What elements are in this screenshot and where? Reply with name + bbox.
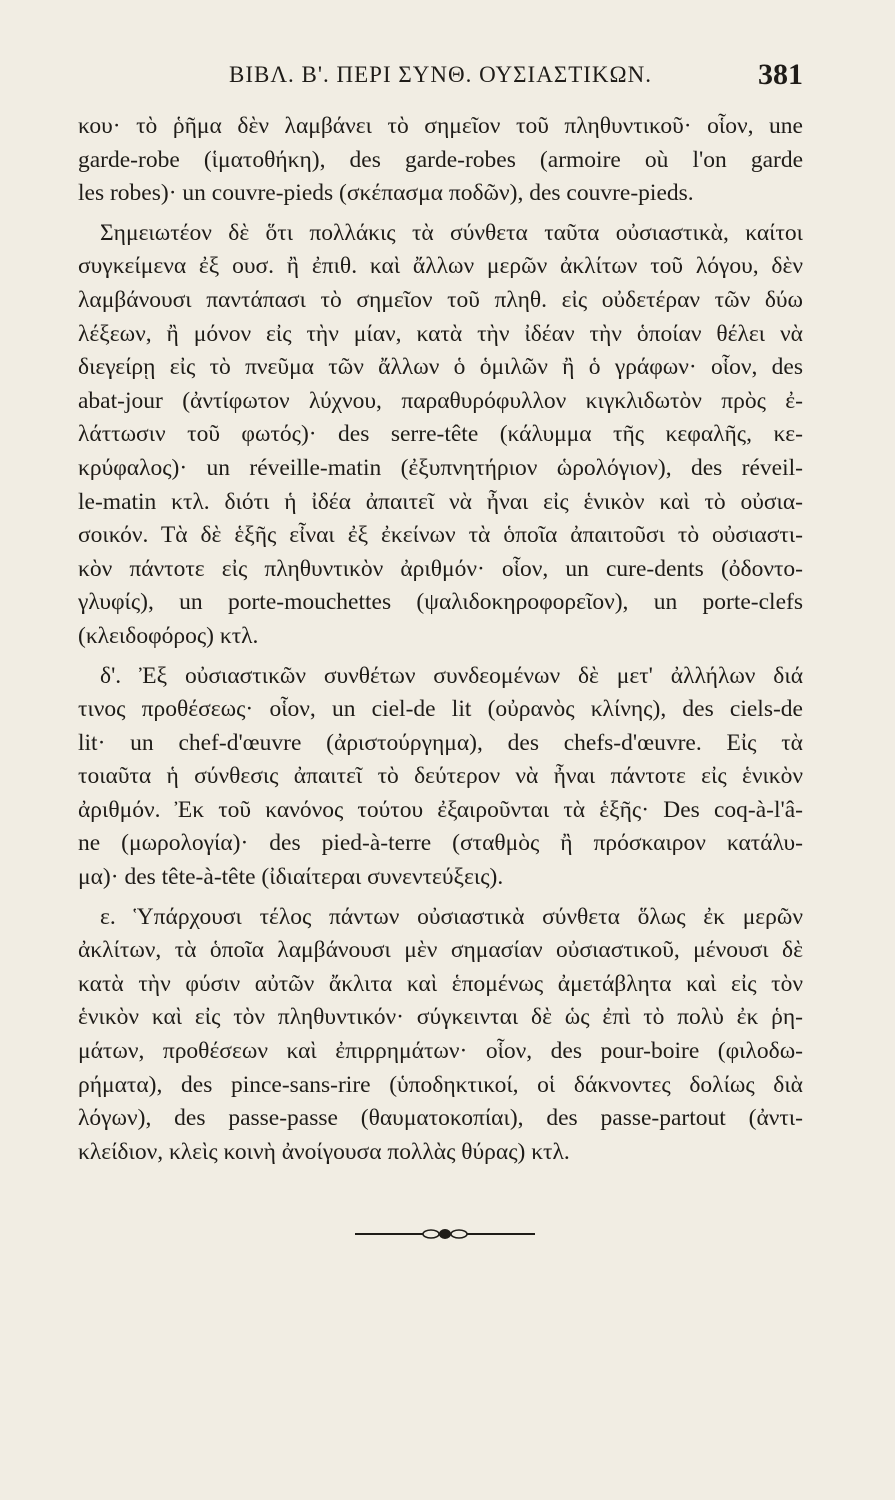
text-line: le-matin κτλ. διότι ἡ ἰδέα ἀπαιτεῖ νὰ ἦναι εἰς ἑνικὸν καὶ τὸ οὐσια-: [78, 488, 803, 515]
text-line: κατὰ τὴν φύσιν αὐτῶν ἄκλιτα καὶ ἑπομένως ἀμετάβλητα καὶ εἰς τὸν: [78, 970, 803, 997]
text-line: abat-jour (ἀντίφωτον λύχνου, παραθυρόφυλλον κιγκλιδωτὸν πρὸς ἐ-: [78, 387, 803, 414]
text-line: συγκείμενα ἐξ ουσ. ἢ ἐπιθ. καὶ ἄλλων μερῶν ἀκλίτων τοῦ λόγου, δὲν: [78, 253, 803, 280]
text-line: δ'. Ἐξ οὐσιαστικῶν συνθέτων συνδεομένων δὲ μετ' ἀλλήλων διά: [100, 662, 803, 689]
text-line: ne (μωρολογία)· des pied-à-terre (σταθμὸς ἢ πρόσκαιρον κατάλυ-: [78, 830, 803, 857]
ornament-rule-icon: [355, 1225, 535, 1243]
text-line: ε. Ὑπάρχουσι τέλος πάντων οὐσιαστικὰ σύνθετα ὅλως ἐκ μερῶν: [100, 903, 803, 930]
paragraph: [78, 901, 803, 1170]
text-line: ρήματα), des pince-sans-rire (ὑποδηκτικοί, οἱ δάκνοντες δολίως διὰ: [78, 1071, 803, 1098]
text-line: γλυφίς), un porte-mouchettes (ψαλιδοκηροφορεῖον), un porte-clefs: [78, 589, 803, 616]
text-line: λαμβάνουσι παντάπασι τὸ σημεῖον τοῦ πληθ. εἰς οὐδετέραν τῶν δύω: [78, 286, 803, 313]
text-line: τινος προθέσεως· οἷον, un ciel-de lit (οὐρανὸς κλίνης), des ciels-de: [78, 696, 803, 723]
paragraph: [78, 660, 803, 895]
text-line: λόγων), des passe-passe (θαυματοκοπίαι), des passe-partout (ἀντι-: [78, 1105, 803, 1132]
text-line: garde-robe (ἱματοθήκη), des garde-robes (armoire où l'on garde: [78, 146, 803, 173]
text-line: τοιαῦτα ἡ σύνθεσις ἀπαιτεῖ τὸ δεύτερον νὰ ἦναι πάντοτε εἰς ἑνικὸν: [78, 763, 803, 790]
text-line: λάττωσιν τοῦ φωτός)· des serre-tête (κάλυμμα τῆς κεφαλῆς, κε-: [78, 421, 803, 448]
text-line: σοικόν. Τὰ δὲ ἑξῆς εἶναι ἐξ ἐκείνων τὰ ὁποῖα ἀπαιτοῦσι τὸ οὐσιαστι-: [78, 522, 803, 549]
text-line: ἑνικὸν καὶ εἰς τὸν πληθυντικόν· σύγκεινται δὲ ὡς ἐπὶ τὸ πολὺ ἐκ ῥη-: [78, 1004, 803, 1031]
text-line: (κλειδοφόρος) κτλ.: [78, 622, 259, 649]
text-line: lit· un chef-d'œuvre (ἀριστούργημα), des chefs-d'œuvre. Εἰς τὰ: [78, 729, 803, 756]
paragraph: [78, 217, 803, 654]
page-header: [78, 58, 803, 98]
text-line: Σημειωτέον δὲ ὅτι πολλάκις τὰ σύνθετα ταῦτα οὐσιαστικὰ, καίτοι: [100, 219, 803, 246]
text-line: ἀκλίτων, τὰ ὁποῖα λαμβάνουσι μὲν σημασίαν οὐσιαστικοῦ, μένουσι δὲ: [78, 937, 803, 964]
text-line: μα)· des tête-à-tête (ἰδιαίτεραι συνεντεύξεις).: [78, 864, 504, 891]
page-number: 381: [758, 58, 803, 91]
running-head: ΒΙΒΛ. Β'. ΠΕΡΙ ΣΥΝΘ. ΟΥΣΙΑΣΤΙΚΩΝ.: [229, 62, 652, 87]
text-line: κρύφαλος)· un réveille-matin (ἐξυπνητήριον ὡρολόγιον), des réveil-: [78, 454, 803, 481]
text-line: ἀριθμόν. Ἐκ τοῦ κανόνος τούτου ἐξαιροῦνται τὰ ἑξῆς· Des coq-à-l'â-: [78, 796, 803, 823]
text-line: μάτων, προθέσεων καὶ ἐπιρρημάτων· οἷον, des pour-boire (φιλοδω-: [78, 1038, 803, 1065]
body-text: [78, 110, 803, 1169]
text-line: διεγείρῃ εἰς τὸ πνεῦμα τῶν ἄλλων ὁ ὁμιλῶν ἢ ὁ γράφων· οἷον, des: [78, 354, 803, 381]
text-line: κου· τὸ ῥῆμα δὲν λαμβάνει τὸ σημεῖον τοῦ πληθυντικοῦ· οἷον, une: [78, 113, 803, 139]
paragraph: [78, 110, 803, 211]
text-line: κλείδιον, κλεὶς κοινὴ ἀνοίγουσα πολλὰς θύρας) κτλ.: [78, 1138, 570, 1165]
text-line: κὸν πάντοτε εἰς πληθυντικὸν ἀριθμόν· οἷον, un cure-dents (ὀδοντο-: [78, 555, 803, 582]
text-line: λέξεων, ἢ μόνον εἰς τὴν μίαν, κατὰ τὴν ἰδέαν τὴν ὁποίαν θέλει νὰ: [78, 320, 803, 347]
text-line: les robes)· un couvre-pieds (σκέπασμα ποδῶν), des couvre-pieds.: [78, 180, 694, 207]
